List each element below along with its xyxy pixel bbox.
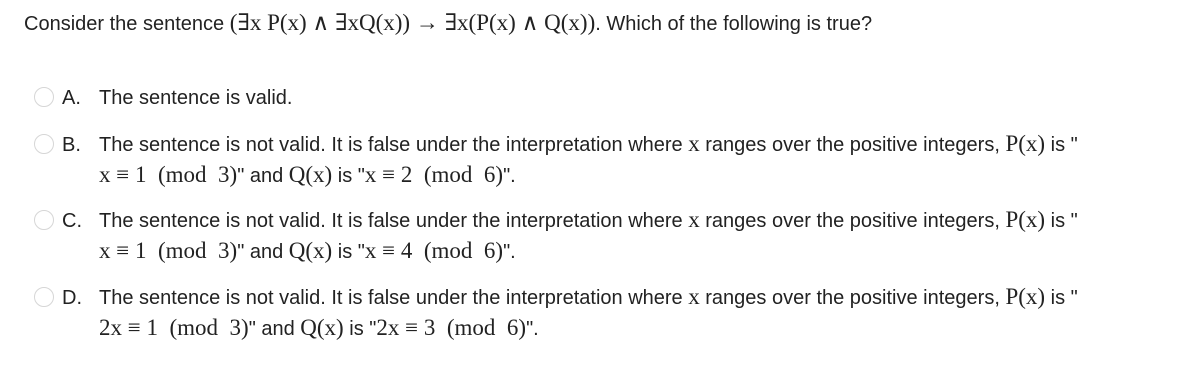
option-b-pred-q: Q(x) xyxy=(288,162,333,187)
option-c-line1 xyxy=(99,205,1078,236)
option-c-math2: x ≡ 4 (mod 6) xyxy=(364,238,504,263)
option-c-line1-end: is " xyxy=(1045,210,1078,232)
option-d-var: x xyxy=(688,284,700,309)
option-a-letter: A. xyxy=(62,87,81,109)
option-b-var: x xyxy=(688,131,700,156)
option-b-pred-p: P(x) xyxy=(1005,131,1046,156)
question-formula: (∃x P(x) ∧ ∃xQ(x)) → ∃x(P(x) ∧ Q(x)) xyxy=(229,10,596,35)
option-d-pred-q: Q(x) xyxy=(300,315,344,340)
option-b-is: is " xyxy=(332,165,365,187)
option-c-text: The sentence is not valid. It is false under the interpretation where xyxy=(99,210,689,232)
option-d-radio[interactable] xyxy=(34,287,54,307)
option-d-mid: " and xyxy=(248,318,301,340)
option-d-pred-p: P(x) xyxy=(1005,284,1046,309)
option-c-radio[interactable] xyxy=(34,210,54,230)
option-a-text: The sentence is valid. xyxy=(99,87,293,109)
option-b-math1: x ≡ 1 (mod 3) xyxy=(99,162,238,187)
option-b-line1-end: is " xyxy=(1045,134,1078,156)
option-b-line1 xyxy=(99,129,1078,160)
option-c-pred-p: P(x) xyxy=(1005,207,1046,232)
option-b-line2 xyxy=(99,160,516,191)
option-b-text: The sentence is not valid. It is false under the interpretation where xyxy=(99,134,689,156)
question-prefix: Consider the sentence xyxy=(24,13,230,35)
option-c-is: is " xyxy=(332,241,365,263)
option-b-radio[interactable] xyxy=(34,134,54,154)
option-d-end: ". xyxy=(526,318,539,340)
question-text xyxy=(24,8,872,39)
option-d-letter: D. xyxy=(62,287,82,309)
option-b-text2: ranges over the positive integers, xyxy=(699,134,1006,156)
option-c-math1: x ≡ 1 (mod 3) xyxy=(99,238,238,263)
option-c-pred-q: Q(x) xyxy=(288,238,333,263)
option-a-radio[interactable] xyxy=(34,87,54,107)
option-b-letter: B. xyxy=(62,134,81,156)
option-b-mid: " and xyxy=(237,165,289,187)
option-c-end: ". xyxy=(503,241,516,263)
option-d-line2 xyxy=(99,313,539,344)
option-d-text: The sentence is not valid. It is false under the interpretation where xyxy=(99,287,689,309)
option-d-line1-end: is " xyxy=(1045,287,1078,309)
option-d-math2: 2x ≡ 3 (mod 6) xyxy=(376,315,527,340)
option-b-end: ". xyxy=(503,165,516,187)
option-c-mid: " and xyxy=(237,241,289,263)
option-c-text2: ranges over the positive integers, xyxy=(699,210,1006,232)
option-d-math1: 2x ≡ 1 (mod 3) xyxy=(99,315,249,340)
option-c-line2 xyxy=(99,236,516,267)
option-d-is: is " xyxy=(343,318,377,340)
option-b-math2: x ≡ 2 (mod 6) xyxy=(364,162,504,187)
option-d-line1 xyxy=(99,282,1078,313)
option-c-var: x xyxy=(688,207,700,232)
question-suffix: . Which of the following is true? xyxy=(595,13,873,35)
option-c-letter: C. xyxy=(62,210,82,232)
option-d-text2: ranges over the positive integers, xyxy=(699,287,1006,309)
